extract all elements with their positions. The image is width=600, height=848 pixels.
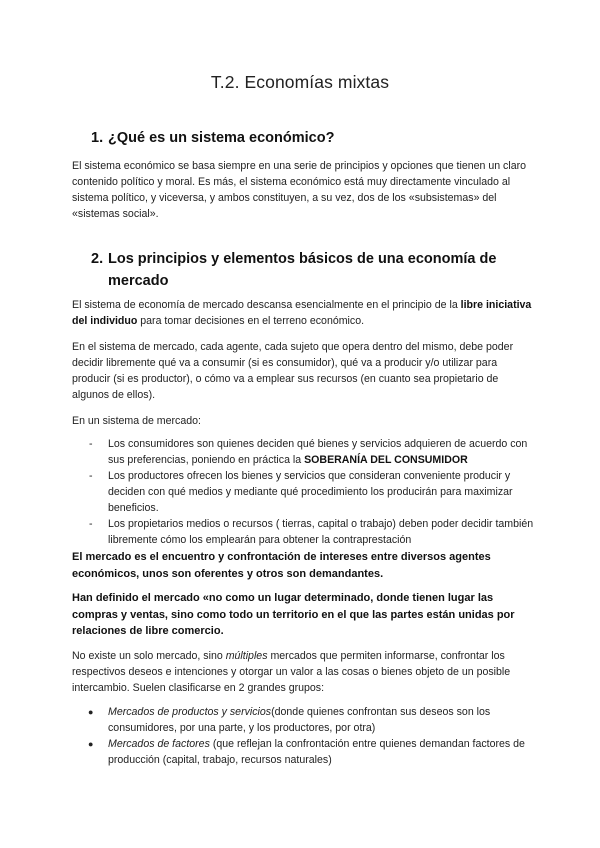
bold-paragraph-definicion: Han definido el mercado «no como un lugar determinado, donde tienen lugar las compras y ventas, sino como todo un territorio en el que las partes están unidas por relaciones de libre comercio. — [72, 592, 515, 637]
list-item-text: Los consumidores son quienes deciden qué bienes y servicios adquieren de acuerdo con sus preferencias, poniendo en práctica la — [108, 438, 528, 466]
bold-paragraph-mercado: El mercado es el encuentro y confrontación de intereses entre diversos agentes económicos, unos son oferentes y otros son demandantes. — [72, 551, 491, 580]
list-item-text: (que reflejan la confrontación entre quienes demandan factores de producción (capital, trabajo, recursos naturales) — [108, 738, 525, 766]
dash-marker: - — [89, 470, 93, 482]
list-item — [72, 516, 534, 548]
list-item — [72, 736, 534, 768]
p1-bold-text: libre iniciativa del individuo — [72, 299, 532, 327]
list-item — [72, 468, 534, 516]
section-1-paragraph: El sistema económico se basa siempre en una serie de principios y opciones que tienen un claro contenido político y moral. Es más, el sistema económico está muy directamente vinculado al sistema político, y viceversa, y ambos constituyen, a su vez, dos de los «subsistemas» del «sistemas social». — [72, 160, 527, 220]
p1-text-after: para tomar decisiones en el terreno económico. — [137, 315, 365, 327]
list-item-text: Los productores ofrecen los bienes y servicios que consideran conveniente producir y deciden con qué medios y mediante qué procedimiento los producirán para maximizar beneficios. — [108, 470, 513, 514]
paragraph-en-un-sistema: En un sistema de mercado: — [72, 415, 201, 427]
list-item — [72, 436, 534, 468]
dot-list — [72, 704, 534, 768]
dash-marker: - — [89, 518, 93, 530]
section-1-heading — [91, 127, 511, 149]
list-item — [72, 704, 534, 736]
document-title: T.2. Economías mixtas — [210, 72, 390, 92]
section-1-number: 1. — [91, 130, 104, 146]
list-item-bold: SOBERANÍA DEL CONSUMIDOR — [304, 454, 468, 466]
bullet-marker: ● — [88, 707, 94, 717]
paragraph-sistema-mercado: En el sistema de mercado, cada agente, cada sujeto que opera dentro del mismo, debe poder decidir libremente qué va a consumir (si es consumidor), qué va a producir y/o utilizar para producir (si es productor), o cómo va a emplear sus recursos (en cuanto sea propietario de algunos de ellos). — [72, 341, 514, 401]
p4-text-after: mercados que permiten informarse, confrontar los respectivos deseos e intenciones y otorgar un valor a las cosas o bienes objeto de un posible intercambio. Suelen clasificarse en 2 grandes grupos: — [72, 650, 511, 694]
list-item-italic: Mercados de factores — [108, 738, 210, 750]
paragraph-multiples-mercados — [72, 648, 534, 696]
paragraph-libre-iniciativa — [72, 297, 534, 329]
p4-italic-text: múltiples — [225, 650, 268, 662]
list-item-italic: Mercados de productos y servicios — [108, 706, 272, 718]
p4-text-before: No existe un solo mercado, sino — [72, 650, 226, 662]
section-2-title: Los principios y elementos básicos de una economía de mercado — [108, 251, 497, 289]
bullet-marker: ● — [88, 739, 94, 749]
dash-list — [72, 436, 534, 548]
section-2-number: 2. — [91, 251, 104, 267]
p1-text-before: El sistema de economía de mercado descansa esencialmente en el principio de la — [72, 299, 461, 311]
list-item-text: (donde quienes confrontan sus deseos son los consumidores, por una parte, y los productores, por otra) — [108, 706, 491, 734]
section-1-title: ¿Qué es un sistema económico? — [108, 130, 335, 146]
section-2-heading — [91, 248, 511, 292]
dash-marker: - — [89, 438, 93, 450]
list-item-text: Los propietarios medios o recursos ( tierras, capital o trabajo) deben poder decidir también libremente cómo los emplearán para obtener la contraprestación — [108, 518, 534, 546]
